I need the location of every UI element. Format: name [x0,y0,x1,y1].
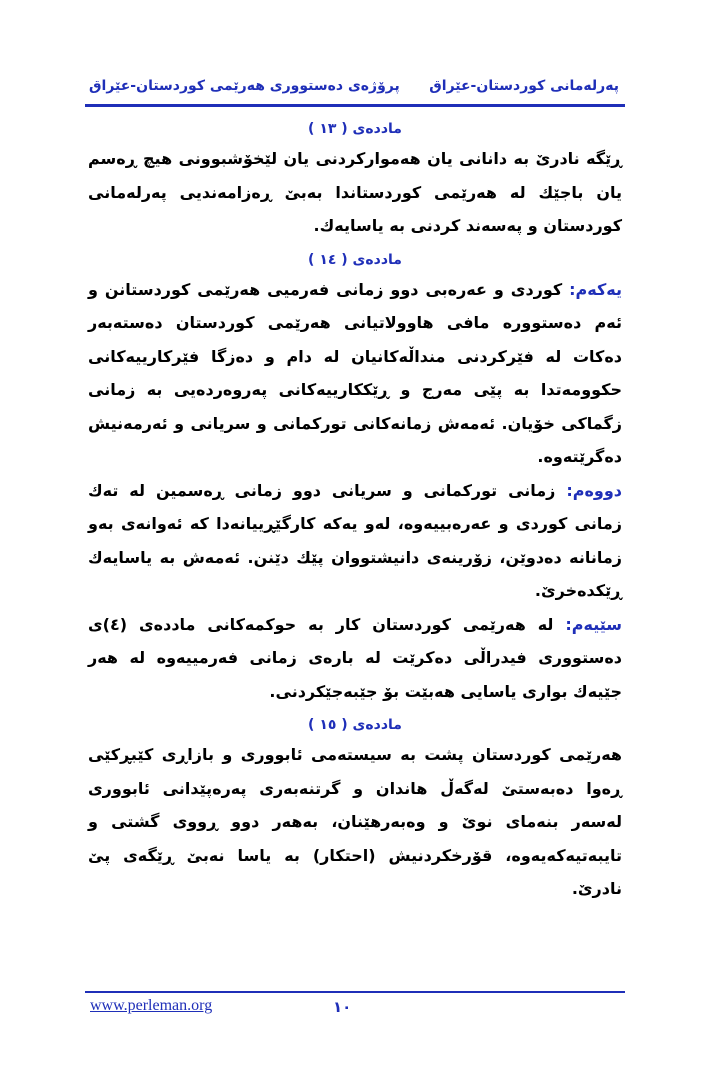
header-draft-title: پرۆژەی دەستووری هەرێمی کوردستان-عێراق [89,78,400,94]
page-number: ١٠ [333,998,352,1016]
article-14-heading: ماددەی ( ١٤ ) [308,251,402,268]
article-15-heading: ماددەی ( ١٥ ) [308,717,402,733]
footer-rule [85,991,625,993]
page-header [85,78,625,100]
article-14-clause-3 [88,608,622,709]
page-body [88,116,622,906]
clause-2-text: زمانی تورکمانی و سریانی دوو زمانی ڕەسمین لە تەك زمانی کوردی و عەرەبییەوە، لەو یەکە کارگێڕییانەدا کە ئەوانەی بەو زمانانە دەدوێن، زۆرینەی دانیشتووان پێك دێنن. ئەمەش بە یاسایەك ڕێکدەخرێ. [88,480,622,600]
article-14-clause-1 [88,273,622,474]
clause-1-label: یەکەم: [569,279,622,299]
clause-3-label: سێیەم: [565,614,622,634]
article-13-text: ڕێگە نادرێ بە دانانی یان هەموارکردنی یان لێخۆشبوونی هیچ ڕەسم یان باجێك لە هەرێمی کوردستاندا بەبێ ڕەزامەندیی پەرلەمانی کوردستان و پەسەند کردنی بە یاسایەك. [88,149,622,235]
article-15-text: هەرێمی کوردستان پشت بە سیستەمی ئابووری و بازاڕی کێبڕکێی ڕەوا دەبەستێ لەگەڵ هاندان و گرتنەبەری پەرەپێدانی ئابووری لەسەر بنەمای نوێ و وەبەرهێنان، بەهەر دوو ڕووی گشتی و تایبەتیەکەیەوە، قۆرخکردنیش (احتکار) بە یاسا نەبێ ڕێگەی پێ نادرێ. [88,745,622,898]
header-rule [85,104,625,107]
article-14-clause-2 [88,474,622,608]
header-parliament-title: پەرلەمانی کوردستان-عێراق [429,78,619,94]
clause-1-text: کوردی و عەرەبی دوو زمانی فەرمیی هەرێمی کوردستانن و ئەم دەستوورە مافی هاوولاتیانی هەرێمی کوردستان دەستەبەر دەکات لە فێرکردنی منداڵەکانیان لە دام و دەزگا فێرکارییەکانی حکوومەتدا بە پێی مەرج و ڕێککارییەکانی پەروەردەیی بە زمانی زگماکی خۆیان. ئەمەش زمانەکانی تورکمانی و سریانی و ئەرمەنیش دەگرێتەوە. [88,279,622,466]
article-13-heading: ماددەی ( ١٣ ) [308,121,402,137]
clause-3-text: لە هەرێمی کوردستان کار بە حوکمەکانی ماددەی (٤)ی دەستووری فیدراڵی دەکرێت لە بارەی زمانی فەرمییەوە لە هەر جێیەك بواری یاسایی هەبێت بۆ جێبەجێکردنی. [88,614,622,701]
footer-website-link[interactable]: www.perleman.org [90,997,213,1014]
clause-2-label: دووەم: [566,480,622,500]
